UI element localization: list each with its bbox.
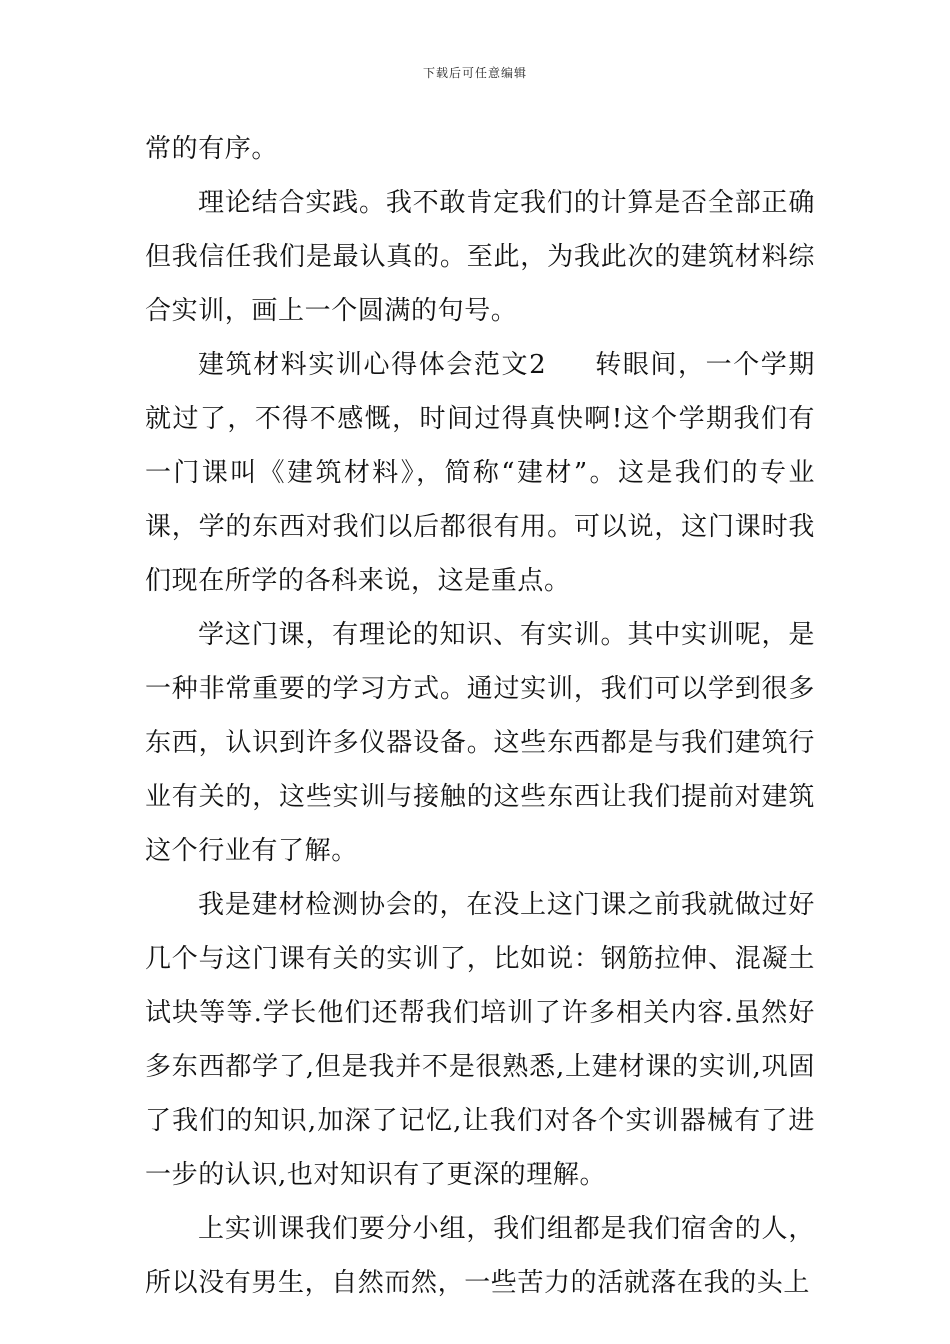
page-header: 下载后可任意编辑 xyxy=(422,66,527,80)
paragraph-group-work: 上实训课我们要分小组，我们组都是我们宿舍的人，所以没有男生，自然而然，一些苦力的活就落在我的头上 xyxy=(145,1214,815,1298)
paragraph-theory-practice: 理论结合实践。我不敢肯定我们的计算是否全部正确但我信任我们是最认真的。至此，为我此次的建筑材料综合实训，画上一个圆满的句号。 xyxy=(145,188,815,326)
document-body xyxy=(145,122,815,1310)
paragraph-course-training: 学这门课，有理论的知识、有实训。其中实训呢，是一种非常重要的学习方式。通过实训，我们可以学到很多东西，认识到许多仪器设备。这些东西都是与我们建筑行业有关的，这些实训与接触的这些东西让我们提前对建筑这个行业有了解。 xyxy=(145,620,815,866)
paragraph-continuation: 常的有序。 xyxy=(145,134,279,164)
paragraph-essay-2 xyxy=(145,338,815,608)
paragraph-testing-association: 我是建材检测协会的，在没上这门课之前我就做过好几个与这门课有关的实训了，比如说：钢筋拉伸、混凝土试块等等.学长他们还帮我们培训了许多相关内容.虽然好多东西都学了,但是我并不是很熟悉,上建材课的实训,巩固了我们的知识,加深了记忆,让我们对各个实训器械有了进一步的认识,也对知识有了更深的理解。 xyxy=(145,890,815,1190)
essay-2-text: 转眼间，一个学期就过了，不得不感慨，时间过得真快啊!这个学期我们有一门课叫《建筑材料》，简称“建材”。这是我们的专业课，学的东西对我们以后都很有用。可以说，这门课时我们现在所学的各科来说，这是重点。 xyxy=(145,350,815,596)
essay-title: 建筑材料实训心得体会范文2 xyxy=(198,350,547,380)
